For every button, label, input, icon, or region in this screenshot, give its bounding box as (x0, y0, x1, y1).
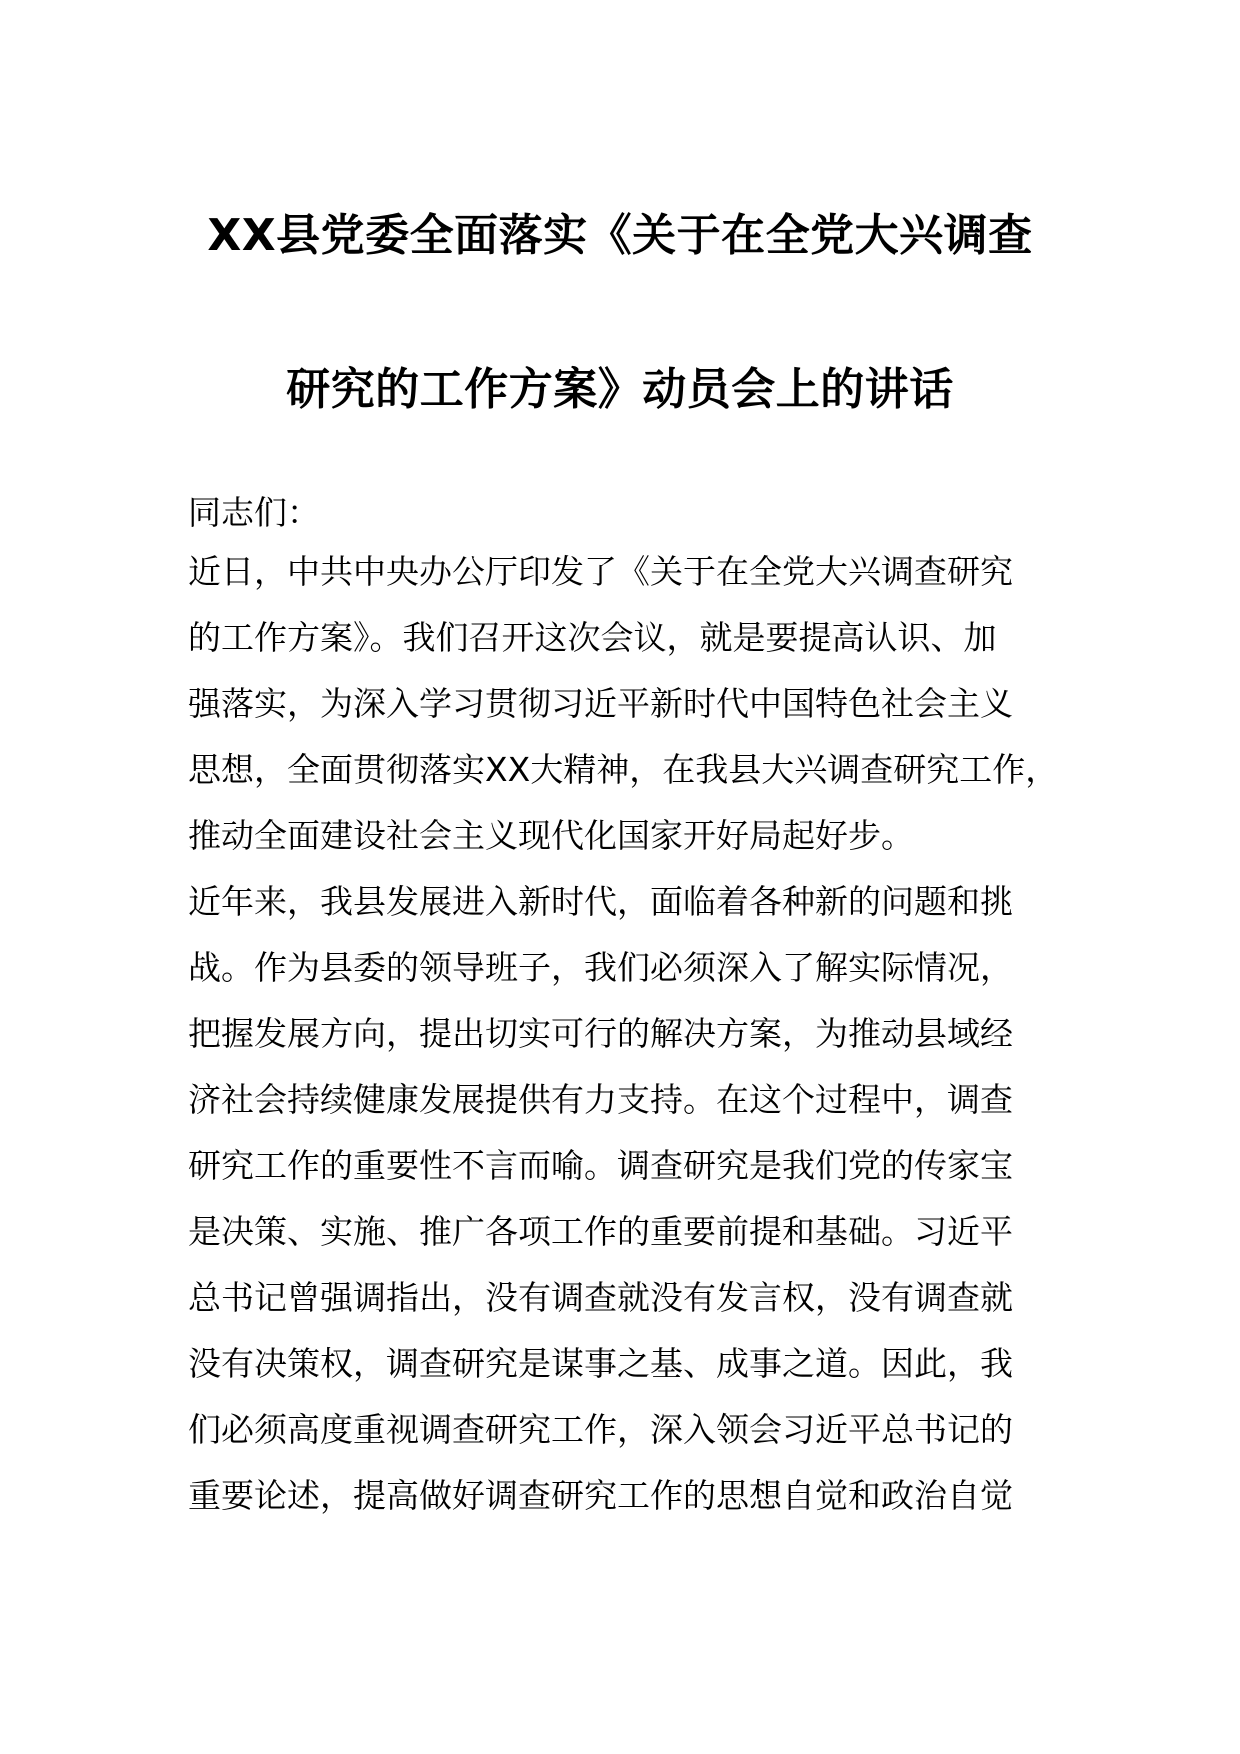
paragraph-line: 近日，中共中央办公厅印发了《关于在全党大兴调查研究 (188, 552, 1013, 591)
paragraph-line: 重要论述，提高做好调查研究工作的思想自觉和政治自觉 (188, 1476, 1013, 1515)
document-body (188, 480, 1088, 1529)
document-title-line-1: XX县党委全面落实《关于在全党大兴调查 (207, 210, 1033, 261)
paragraph-line: 没有决策权，调查研究是谋事之基、成事之道。因此，我 (188, 1344, 1013, 1383)
paragraph-line: 近年来，我县发展进入新时代，面临着各种新的问题和挑 (188, 882, 1013, 921)
document-title-line-2: 研究的工作方案》动员会上的讲话 (286, 364, 954, 415)
paragraph-line: 强落实，为深入学习贯彻习近平新时代中国特色社会主义 (188, 684, 1013, 723)
paragraph-line: 济社会持续健康发展提供有力支持。在这个过程中，调查 (188, 1080, 1013, 1119)
paragraph-line: 推动全面建设社会主义现代化国家开好局起好步。 (188, 816, 914, 855)
paragraph-line: 把握发展方向，提出切实可行的解决方案，为推动县域经 (188, 1014, 1013, 1053)
paragraph-line: 是决策、实施、推广各项工作的重要前提和基础。习近平 (188, 1212, 1013, 1251)
paragraph-line: 们必须高度重视调查研究工作，深入领会习近平总书记的 (188, 1410, 1013, 1449)
paragraph-line: 总书记曾强调指出，没有调查就没有发言权，没有调查就 (188, 1278, 1013, 1317)
paragraph-line: 的工作方案》。我们召开这次会议，就是要提高认识、加 (188, 618, 997, 657)
salutation: 同志们： (188, 493, 320, 532)
paragraph-line: 思想，全面贯彻落实XX大精神，在我县大兴调查研究工作， (188, 750, 1059, 789)
paragraph-line: 战。作为县委的领导班子，我们必须深入了解实际情况， (188, 948, 1013, 987)
paragraph-line: 研究工作的重要性不言而喻。调查研究是我们党的传家宝 (188, 1146, 1013, 1185)
